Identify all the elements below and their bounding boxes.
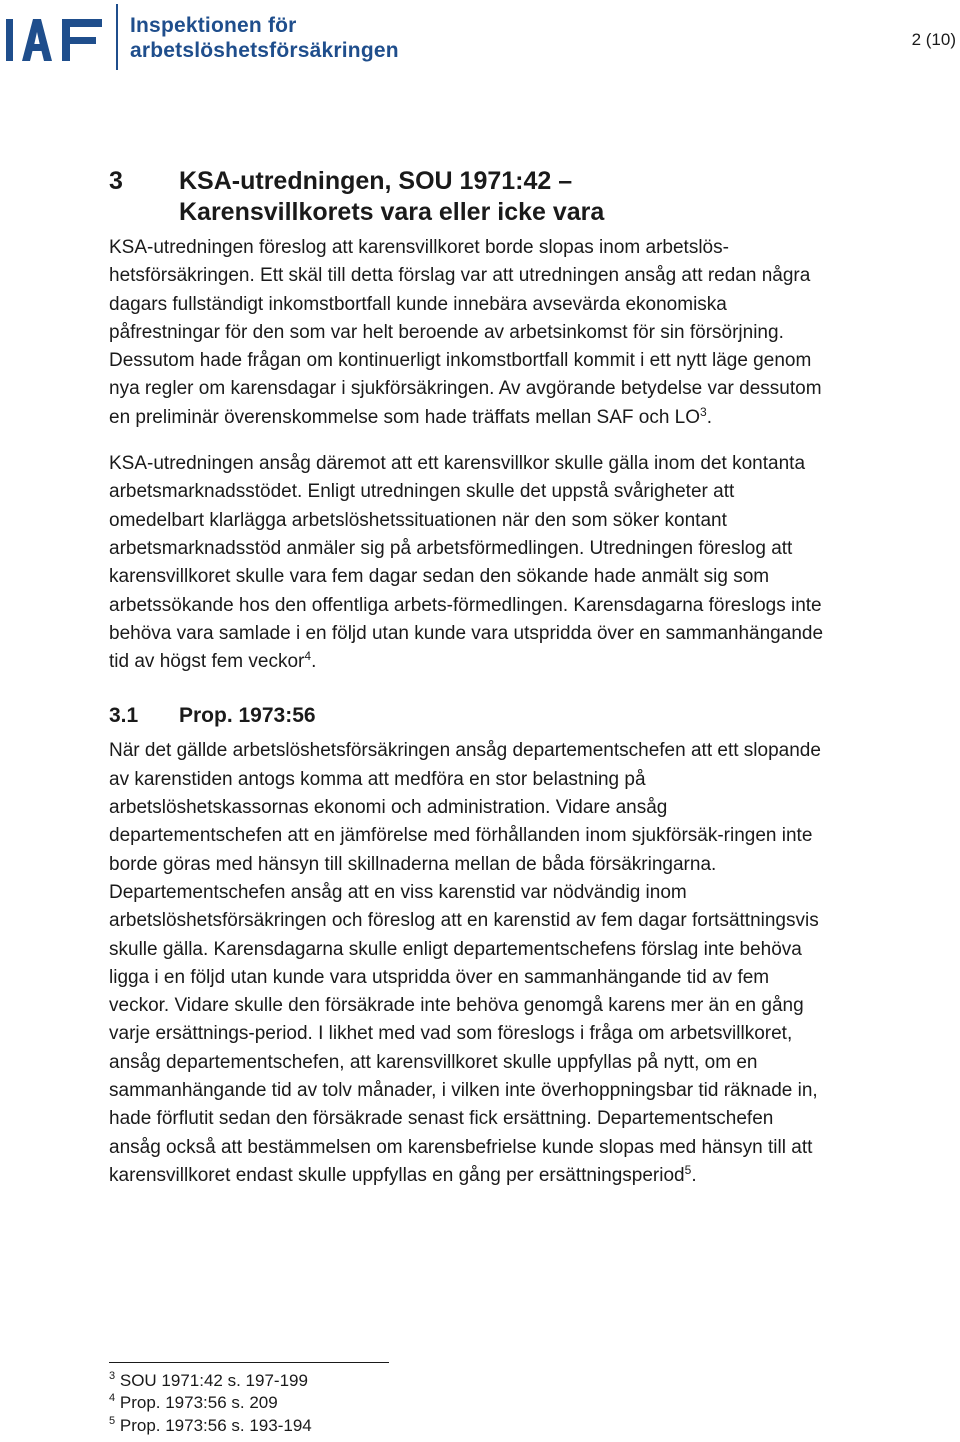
logo-line-1: Inspektionen för bbox=[130, 14, 297, 37]
section-number: 3 bbox=[109, 167, 123, 195]
section-3-1-heading bbox=[109, 702, 829, 730]
footnote bbox=[109, 1392, 312, 1414]
footnote-text: SOU 1971:42 s. 197-199 bbox=[119, 1371, 308, 1390]
section-title-line-1: KSA-utredningen, SOU 1971:42 – bbox=[179, 167, 573, 195]
footnote bbox=[109, 1415, 312, 1437]
footnote-text: Prop. 1973:56 s. 193-194 bbox=[119, 1415, 312, 1435]
footnote-separator bbox=[109, 1362, 389, 1363]
footnotes bbox=[109, 1370, 312, 1437]
footnote-number: 4 bbox=[109, 1392, 116, 1405]
section-title bbox=[179, 166, 604, 228]
footnote-ref: 4 bbox=[304, 649, 312, 664]
logo-divider bbox=[116, 4, 118, 70]
logo-line-2: arbetslöshetsförsäkringen bbox=[130, 39, 399, 62]
subsection-title: Prop. 1973:56 bbox=[179, 704, 316, 728]
section-3-heading bbox=[109, 166, 829, 228]
paragraph bbox=[109, 234, 829, 432]
footnote-number: 3 bbox=[109, 1370, 116, 1382]
logo-wordmark bbox=[130, 4, 399, 63]
iaf-logo-mark bbox=[6, 14, 102, 66]
document-body bbox=[109, 166, 829, 1190]
section-title-line-2: Karensvillkorets vara eller icke vara bbox=[179, 198, 605, 226]
paragraph bbox=[109, 450, 829, 676]
footnote bbox=[109, 1370, 312, 1392]
footnote-ref: 5 bbox=[684, 1162, 692, 1177]
paragraph-end: . bbox=[311, 651, 317, 673]
footnote-number: 5 bbox=[109, 1414, 116, 1427]
footnote-text: Prop. 1973:56 s. 209 bbox=[119, 1393, 278, 1413]
page-number: 2 (10) bbox=[911, 30, 956, 49]
paragraph-text: KSA-utredningen föreslog att karensvillkoret borde slopas inom arbetslös-hetsförsäkringen. Ett skäl till detta förslag var att utredningen ansåg att redan några dagars fullständigt inkomstbortfall kunde innebära avsevärda ekonomiska påfrestningar för den som var helt beroende av arbetsinkomst för sin försörjning. Dessutom hade frågan om kontinuerligt inkomstbortfall kommit i ett nytt läge genom nya regler om karensdagar i sjukförsäkringen. Av avgörande betydelse var dessutom en preliminär överenskommelse som hade träffats mellan SAF och LO bbox=[109, 237, 822, 428]
iaf-logo bbox=[6, 4, 399, 70]
subsection-number: 3.1 bbox=[109, 704, 139, 728]
paragraph-text: KSA-utredningen ansåg däremot att ett karensvillkor skulle gälla inom det kontanta arbetsmarknadsstödet. Enligt utredningen skulle det uppstå svårigheter att omedelbart klarlägga arbetslöshetssituationen när den som söker kontant arbetsmarknadsstöd anmäler sig på arbetsförmedlingen. Utredningen föreslog att karensvillkoret skulle vara fem dagar sedan den sökande hade anmält sig som arbetssökande hos den offentliga arbets-förmedlingen. Karensdagarna föreslogs inte behöva vara samlade i en följd utan kunde vara utspridda över en sammanhängande tid av högst fem veckor bbox=[109, 453, 824, 673]
footnote-ref: 3 bbox=[700, 404, 707, 419]
paragraph-text: När det gällde arbetslöshetsförsäkringen ansåg departementschefen att ett slopande av karenstiden antogs komma att medföra en stor belastning på arbetslöshetskassornas ekonomi och administration. Vidare ansåg departementschefen att en jämförelse med förhållanden inom sjukförsäk-ringen inte borde göras med hänsyn till skillnaderna mellan de båda försäkringarna. Departementschefen ansåg att en viss karenstid var nödvändig inom arbetslöshetsförsäkringen och föreslog att en karenstid av fem dagar fortsättningsvis skulle gälla. Karensdagarna skulle enligt departementschefens förslag inte behöva ligga i en följd utan kunde vara utspridda över en sammanhängande tid av fem veckor. Vidare skulle den försäkrade inte behöva genomgå karens mer än en gång varje ersättnings-period. I likhet med vad som föreslogs i fråga om arbetsvillkoret, ansåg departementschefen, att karensvillkoret skulle uppfyllas på nytt, om en sammanhängande tid av tolv månader, i vilken inte överhoppningsbar tid räknade in, hade förflutit sedan den försäkrade senast fick ersättning. Departementschefen ansåg också att bestämmelsen om karensbefrielse kunde slopas med hänsyn till att karensvillkoret endast skulle uppfyllas en gång per ersättningsperiod bbox=[109, 740, 821, 1186]
paragraph-end: . bbox=[706, 406, 712, 428]
paragraph-end: . bbox=[691, 1164, 697, 1186]
paragraph bbox=[109, 737, 829, 1190]
